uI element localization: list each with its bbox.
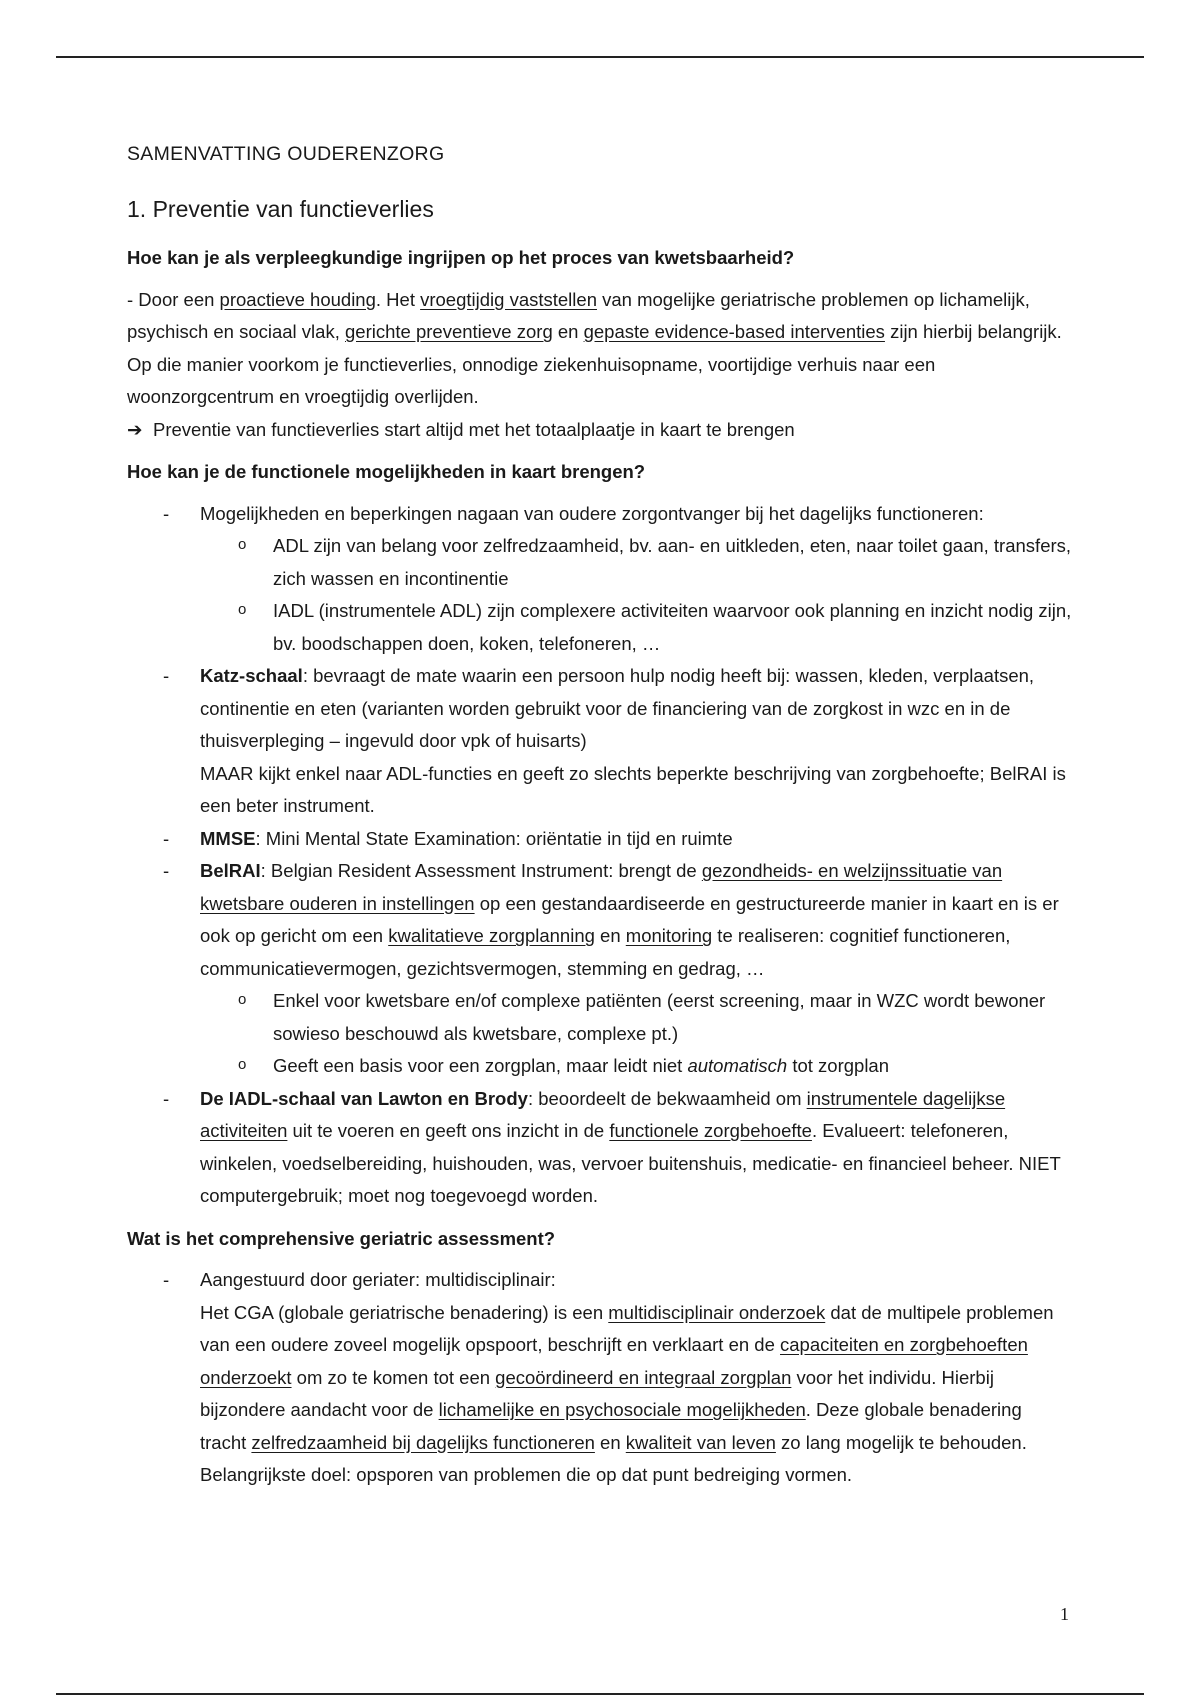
cga-list xyxy=(127,1264,1072,1492)
list-item-mogelijkheden: - Mogelijkheden en beperkingen nagaan van oudere zorgontvanger bij het dagelijks functioneren: o ADL zijn van belang voor zelfredzaamheid, bv. aan- en uitkleden, eten, naar toilet gaan, transfers, zich wassen en incontinentie o IADL (instrumentele ADL) zijn complexere activiteiten waarvoor ook planning en inzicht nodig zijn, bv. boodschappen doen, koken, telefoneren, … xyxy=(127,498,1072,661)
sub-list-adl xyxy=(200,530,1072,660)
document-title: SAMENVATTING OUDERENZORG xyxy=(127,143,445,165)
arrow-right-icon: ➔ xyxy=(127,418,143,440)
sub-list-belrai xyxy=(200,985,1072,1083)
page-number: 1 xyxy=(1060,1604,1069,1624)
answer-kwetsbaarheid: - Door een proactieve houding. Het vroegtijdig vaststellen van mogelijke geriatrische problemen op lichamelijk, psychisch en sociaal vlak, gerichte preventieve zorg en gepaste evidence-based interventies zijn hierbij belangrijk. Op die manier voorkom je functieverlies, onnodige ziekenhuisopname, voortijdige verhuis naar een woonzorgcentrum en vroegtijdig overlijden. xyxy=(127,288,1062,407)
sub-item-zorgplan: o Geeft een basis voor een zorgplan, maar leidt niet automatisch tot zorgplan xyxy=(200,1050,1072,1083)
list-item-iadl-schaal: - De IADL-schaal van Lawton en Brody: beoordeelt de bekwaamheid om instrumentele dagelijkse activiteiten uit te voeren en geeft ons inzicht in de functionele zorgbehoefte. Evalueert: telefoneren, winkelen, voedselbereiding, huishouden, was, vervoer buitenshuis, medicatie- en financieel beheer. NIET computergebruik; moet nog toegevoegd worden. xyxy=(127,1083,1072,1213)
section-title: 1. Preventie van functieverlies xyxy=(127,195,434,222)
sub-item-kwetsbare-patienten: o Enkel voor kwetsbare en/of complexe patiënten (eerst screening, maar in WZC wordt bewoner sowieso beschouwd als kwetsbare, complexe pt.) xyxy=(200,985,1072,1050)
question-functionele-mogelijkheden: Hoe kan je de functionele mogelijkheden in kaart brengen? xyxy=(127,461,646,482)
list-item-mmse: - MMSE: Mini Mental State Examination: oriëntatie in tijd en ruimte xyxy=(127,823,1072,856)
question-kwetsbaarheid: Hoe kan je als verpleegkundige ingrijpen op het proces van kwetsbaarheid? xyxy=(127,247,795,268)
top-rule xyxy=(56,56,1144,58)
document-body xyxy=(127,138,1072,1502)
bottom-rule xyxy=(56,1693,1144,1695)
sub-item-adl: o ADL zijn van belang voor zelfredzaamheid, bv. aan- en uitkleden, eten, naar toilet gaan, transfers, zich wassen en incontinentie xyxy=(200,530,1072,595)
assessment-list xyxy=(127,498,1072,1213)
sub-item-iadl: o IADL (instrumentele ADL) zijn complexere activiteiten waarvoor ook planning en inzicht nodig zijn, bv. boodschappen doen, koken, telefoneren, … xyxy=(200,595,1072,660)
list-item-katz-schaal: - Katz-schaal: bevraagt de mate waarin een persoon hulp nodig heeft bij: wassen, kleden, verplaatsen, continentie en eten (varianten worden gebruikt voor de financiering van de zorgkost in wzc en in de thuisverpleging – ingevuld door vpk of huisarts) MAAR kijkt enkel naar ADL-functies en geeft zo slechts beperkte beschrijving van zorgbehoefte; BelRAI is een beter instrument. xyxy=(127,660,1072,823)
question-cga: Wat is het comprehensive geriatric assessment? xyxy=(127,1227,556,1249)
arrow-note: ➔ Preventie van functieverlies start altijd met het totaalplaatje in kaart te brengen xyxy=(127,414,1072,447)
list-item-belrai: - BelRAI: Belgian Resident Assessment Instrument: brengt de gezondheids- en welzijnssituatie van kwetsbare ouderen in instellingen op een gestandaardiseerde en gestructureerde manier in kaart en is er ook op gericht om een kwalitatieve zorgplanning en monitoring te realiseren: cognitief functioneren, communicatievermogen, gezichtsvermogen, stemming en gedrag, … o Enkel voor kwetsbare en/of complexe patiënten (eerst screening, maar in WZC wordt bewoner sowieso beschouwd als kwetsbare, complexe pt.) o Geeft een basis voor een zorgplan, maar leidt niet automatisch tot zorgplan xyxy=(127,855,1072,1083)
list-item-cga: - Aangestuurd door geriater: multidisciplinair: Het CGA (globale geriatrische benadering) is een multidisciplinair onderzoek dat de multipele problemen van een oudere zoveel mogelijk opspoort, beschrijft en verklaart en de capaciteiten en zorgbehoeften onderzoekt om zo te komen tot een gecoördineerd en integraal zorgplan voor het individu. Hierbij bijzondere aandacht voor de lichamelijke en psychosociale mogelijkheden. Deze globale benadering tracht zelfredzaamheid bij dagelijks functioneren en kwaliteit van leven zo lang mogelijk te behouden. Belangrijkste doel: opsporen van problemen die op dat punt bedreiging vormen. xyxy=(127,1264,1072,1492)
